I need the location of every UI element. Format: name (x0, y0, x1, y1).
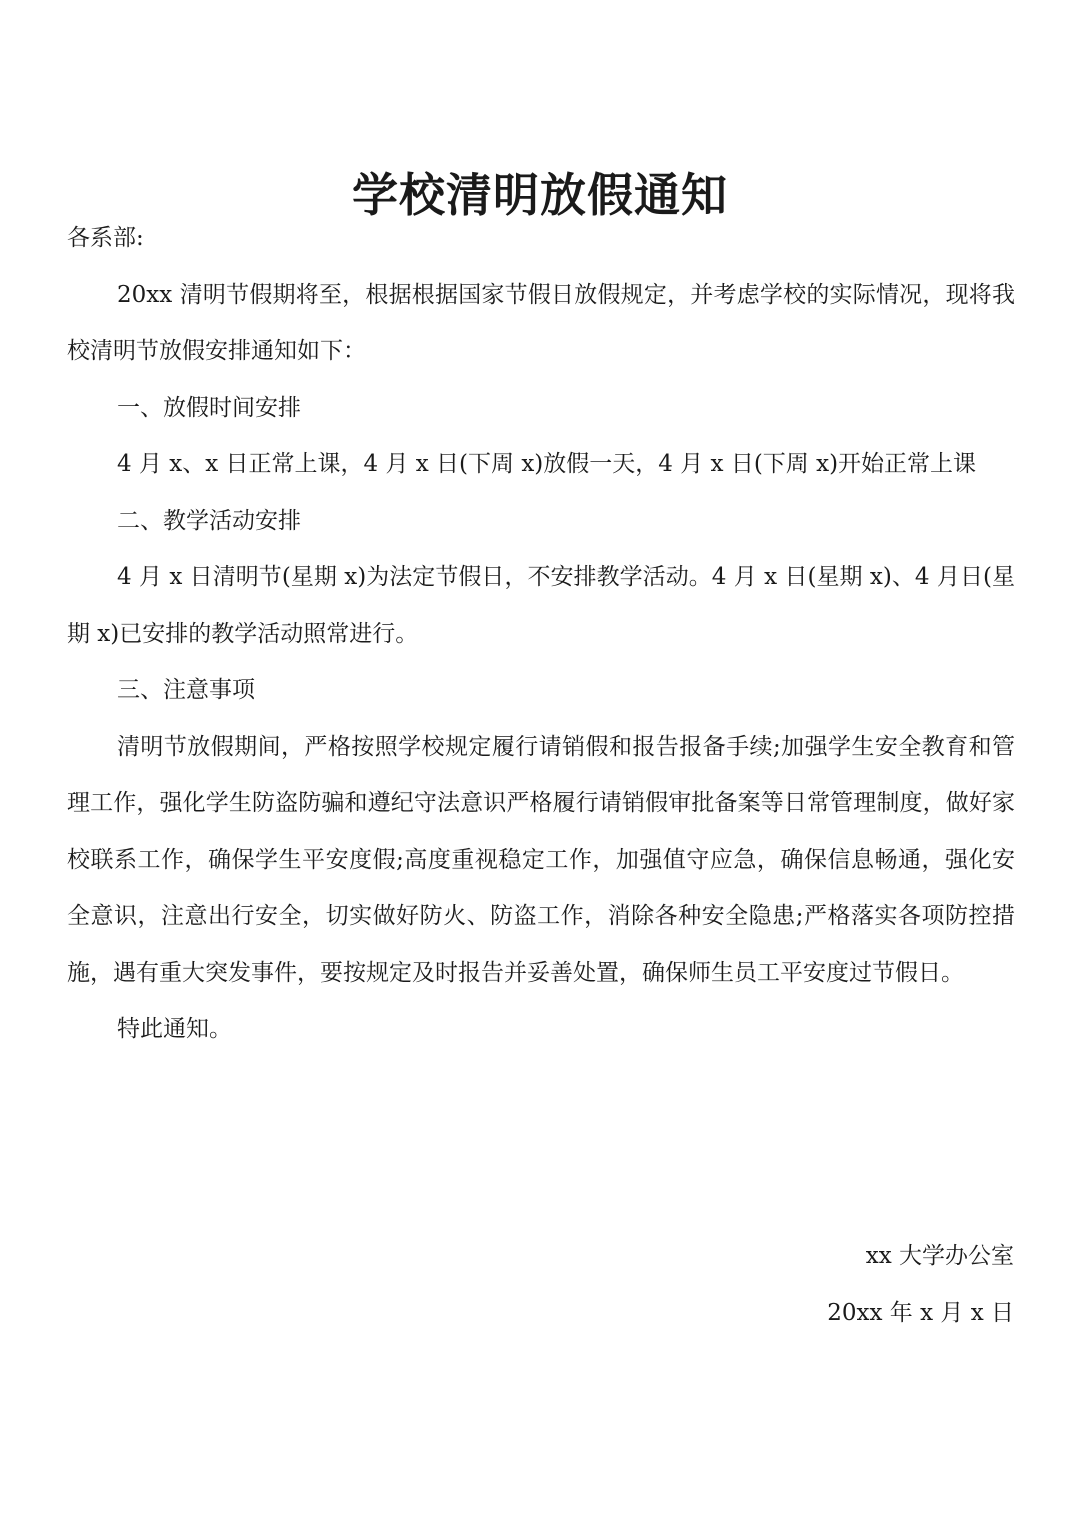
section-heading-schedule: 一、放假时间安排 (117, 394, 301, 421)
issue-date: 20xx 年 x 月 x 日 (827, 1299, 1014, 1326)
section-content-schedule: 4 月 x、x 日正常上课，4 月 x 日(下周 x)放假一天，4 月 x 日(下周 x)开始正常上课 (117, 451, 977, 477)
section-content-teaching: 4 月 x 日清明节(星期 x)为法定节假日，不安排教学活动。4 月 x 日(星期 x)、4 月日(星期 x)已安排的教学活动照常进行。 (67, 564, 1015, 647)
document-body (67, 210, 1015, 1058)
document-title: 学校清明放假通知 (352, 167, 728, 222)
closing-remark: 特此通知。 (117, 1016, 232, 1042)
section-content-notes: 清明节放假期间，严格按照学校规定履行请销假和报告报备手续;加强学生安全教育和管理工作，强化学生防盗防骗和遵纪守法意识严格履行请销假审批备案等日常管理制度，做好家校联系工作，确保学生平安度假;高度重视稳定工作，加强值守应急，确保信息畅通，强化安全意识，注意出行安全，切实做好防火、防盗工作，消除各种安全隐患;严格落实各项防控措施，遇有重大突发事件，要按规定及时报告并妥善处置，确保师生员工平安度过节假日。 (67, 733, 1015, 986)
issuer-name: xx 大学办公室 (865, 1243, 1014, 1269)
section-heading-teaching: 二、教学活动安排 (117, 507, 301, 534)
section-heading-notes: 三、注意事项 (117, 677, 255, 703)
signature-block (827, 1228, 1014, 1341)
intro-paragraph: 20xx 清明节假期将至，根据根据国家节假日放假规定，并考虑学校的实际情况，现将我校清明节放假安排通知如下： (67, 281, 1015, 364)
salutation: 各系部: (67, 225, 144, 251)
